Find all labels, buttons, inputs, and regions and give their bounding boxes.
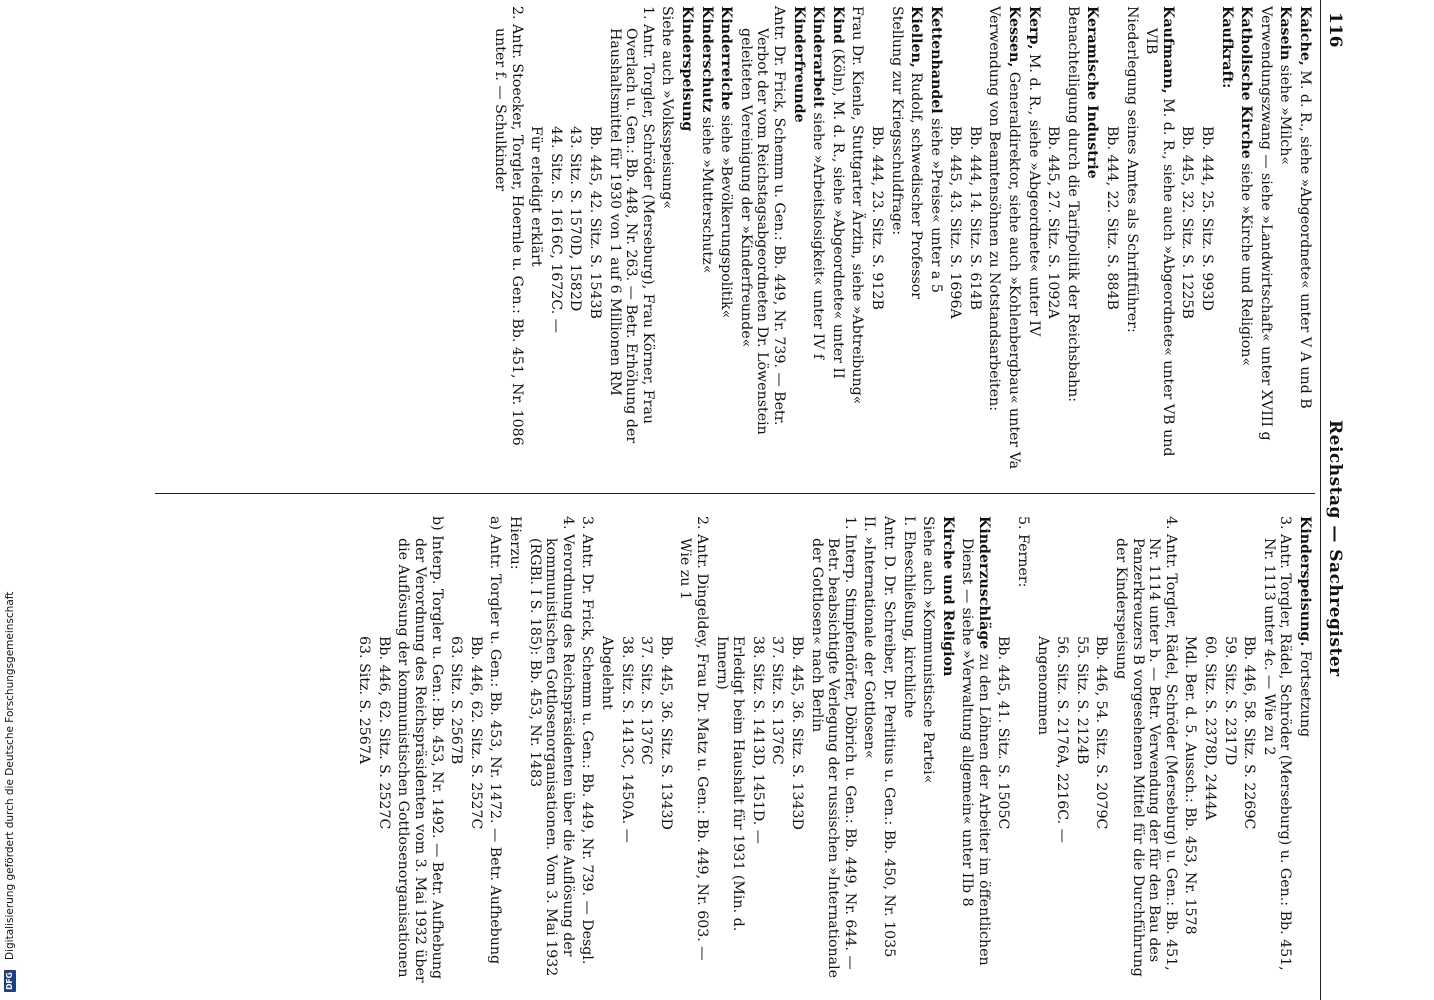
register-entry (939, 516, 956, 986)
entry-text: Verwendungszwang — siehe »Landwirtschaft« unter XVIII g (1257, 6, 1274, 441)
entry-reference: Bb. 445, 36. Sitz. S. 1343D (657, 636, 674, 830)
register-entry (659, 6, 676, 476)
entry-reference: Bb. 446, 58. Sitz. S. 2269C (1241, 636, 1258, 830)
entry-keyword: Kinderspeisung (679, 6, 695, 132)
register-entry (1296, 516, 1313, 986)
entry-text: II. »Internationale der Gottlosen« (861, 516, 878, 759)
entry-reference: 56. Sitz. S. 2176A, 2216C. — (1054, 636, 1071, 843)
entry-text: 1. Interp. Stimpfendörfer, Döbrich u. Gen.: Bb. 449, Nr. 644. — Betr. beabsichtigte Verlegung der russischen »Internationale der Gottlosen« nach Berlin (808, 516, 858, 979)
register-entry (1073, 516, 1090, 986)
entry-text: 3. Antr. Torgler, Rädel, Schröder (Merseburg) u. Gen.: Bb. 451, Nr. 1113 unter 4c. — Wie zu 2 (1260, 516, 1294, 971)
register-entry (606, 6, 656, 476)
entry-text: zu den Löhnen der Arbeiter im öffentlichen Dienst — siehe »Verwaltung allgemein« unter IIb 8 (959, 538, 992, 966)
entry-text: I. Eheschließung, kirchliche (900, 516, 917, 718)
register-entry (1218, 6, 1235, 476)
entry-keyword: Kerp, (1025, 6, 1042, 50)
entry-keyword: Kinderspeisung. (1297, 516, 1313, 647)
entry-reference: Erledigt beim Haushalt für 1931 (Min. d. Innern) (713, 636, 747, 932)
credit-text: Digitalisierung gefördert durch die Deutsche Forschungsgemeinschaft (4, 591, 16, 960)
register-entry (1179, 6, 1196, 476)
entry-text: Rudolf, schwedischer Professor (908, 72, 925, 300)
entry-text: 3. Antr. Dr. Frick, Schemm u. Gen.: Bb. 449, Nr. 739. — Desgl. (579, 516, 596, 965)
entry-reference: 59. Sitz. S. 2317D (1221, 636, 1238, 766)
register-entry (598, 516, 615, 986)
entry-text: Verwendung von Beamtensöhnen zu Notstandsarbeiten: (986, 6, 1003, 412)
register-entry (713, 516, 746, 986)
register-entry (567, 6, 584, 476)
register-entry (1296, 6, 1313, 476)
entry-text: a) Antr. Torgler u. Gen.: Bb. 453, Nr. 1472. — Betr. Aufhebung (487, 516, 504, 965)
register-entry (920, 516, 937, 986)
register-entry (375, 516, 392, 986)
entry-reference: Bb. 446, 62. Sitz. S. 2527C (467, 636, 484, 830)
register-entry (1260, 516, 1293, 986)
register-entry (1034, 516, 1051, 986)
register-entry (1257, 6, 1274, 476)
entry-text: siehe »Preise« unter a 5 (927, 118, 944, 293)
entry-keyword: Kinderarbeit (810, 6, 827, 109)
entry-keyword: Kasein (1277, 6, 1294, 61)
entry-reference: Bb. 444, 25. Sitz. S. 993D (1199, 126, 1216, 311)
page-header (1323, 0, 1345, 1000)
entry-reference: 63. Sitz. S. 2567B (448, 636, 465, 765)
entry-reference: Bb. 445, 27. Sitz. S. 1092A (1045, 126, 1062, 319)
register-entry (790, 6, 807, 476)
register-entry (900, 516, 917, 986)
entry-keyword: Kinderschutz (698, 6, 715, 113)
column-divider (155, 493, 1315, 494)
entry-text: Frau Dr. Kienle, Stuttgarter Ärztin, siehe »Abtreibung« (849, 6, 866, 405)
register-entry (718, 6, 735, 476)
register-entry (959, 516, 992, 986)
register-entry (395, 516, 445, 986)
entry-text: 2. Antr. Stoecker, Torgler, Hoernle u. Gen.: Bb. 451, Nr. 1086 unter f. — Schulkinder (492, 6, 525, 446)
entry-text: Niederlegung seines Amtes als Schriftführer: (1123, 6, 1140, 333)
entry-text: Benachteiligung durch die Tarifpolitik der Reichsbahn: (1064, 6, 1081, 403)
entry-keyword: Kinderreiche (718, 6, 735, 111)
register-entry (528, 6, 545, 476)
running-head: Reichstag — Sachregister (1325, 420, 1345, 677)
entry-reference: 38. Sitz. S. 1413D, 1451D. — (749, 636, 766, 844)
entry-text: Generaldirektor, siehe auch »Kohlenbergbau« unter Va (1006, 71, 1023, 470)
entry-text: siehe »Kirche und Religion« (1238, 163, 1255, 367)
left-column (488, 6, 1313, 476)
register-entry (861, 516, 878, 986)
register-entry (808, 516, 858, 986)
page-number: 116 (1325, 12, 1345, 48)
register-entry (986, 6, 1003, 476)
register-entry (1112, 516, 1178, 986)
register-entry (448, 516, 465, 986)
register-entry (487, 516, 504, 986)
entry-reference: Bb. 444, 14. Sitz. S. 614B (966, 126, 983, 310)
entry-reference: Mdl. Ber. d. 5. Aussch.: Bb. 453, Nr. 1578 (1182, 636, 1199, 935)
entry-reference: Bb. 445, 42. Sitz. S. 1543B (587, 126, 604, 319)
register-entry (769, 516, 786, 986)
dfg-logo: DFG (4, 970, 16, 992)
register-entry (810, 6, 827, 476)
entry-keyword: Kaufmann, (1159, 6, 1176, 94)
right-column (353, 516, 1313, 986)
entry-reference: Für erledigt erklärt (528, 126, 545, 267)
entry-text: 1. Antr. Torgler, Schröder (Merseburg), Frau Körner, Frau Overlach u. Gen.: Bb. 448, Nr. 263. — Betr. Erhöhung der Haushaltsmittel für 1930 von 1 auf 6 Millionen RM (606, 6, 656, 444)
register-entry (1015, 516, 1032, 986)
entry-text: b) Interp. Torgler u. Gen.: Bb. 453, Nr. 1492. — Betr. Aufhebung der Verordnung des Reichspräsidenten vom 3. Mai 1932 über die Auflösung der kommunistischen Gottlosenorganisationen (395, 516, 445, 983)
register-entry (547, 6, 564, 476)
register-entry (1084, 6, 1101, 476)
entry-reference: Bb. 445, 36. Sitz. S. 1343D (788, 636, 805, 830)
header-rule (1320, 0, 1321, 1000)
entry-keyword: Kessen, (1006, 6, 1023, 68)
register-entry (880, 516, 897, 986)
register-entry (849, 6, 866, 476)
entry-text: siehe »Bevölkerungspolitik« (718, 114, 735, 319)
entry-text: Antr. Dr. Frick, Schemm u. Gen.: Bb. 449, Nr. 739. — Betr. Verbot der vom Reichstagsabgeordneten Dr. Löwenstein geleiteten Vereinigung der »Kinderfreunde« (737, 6, 787, 435)
entry-reference: Angenommen (1034, 636, 1051, 735)
register-entry (698, 6, 715, 476)
register-entry (888, 6, 905, 476)
register-entry (908, 6, 925, 476)
entry-reference: Bb. 444, 22. Sitz. S. 884B (1104, 126, 1121, 310)
entry-text: Siehe auch »Volksspeisung« (659, 6, 676, 210)
entry-reference: Bb. 446, 54. Sitz. S. 2079C (1093, 636, 1110, 830)
register-entry (1064, 6, 1081, 476)
register-entry (618, 516, 635, 986)
register-entry (1201, 516, 1218, 986)
register-entry (356, 516, 373, 986)
entry-keyword: Katholische Kirche (1238, 6, 1255, 159)
register-entry (638, 516, 655, 986)
register-entry (657, 516, 674, 986)
entry-text: siehe »Mutterschutz« (698, 116, 715, 274)
register-entry (579, 516, 596, 986)
entry-reference: Bb. 446, 62. Sitz. S. 2527C (375, 636, 392, 830)
entry-keyword: Kaufkraft: (1218, 6, 1235, 89)
entry-reference: Bb. 444, 23. Sitz. S. 912B (868, 126, 885, 310)
entry-reference: 63. Sitz. S. 2567A (356, 636, 373, 765)
entry-text: (Köln), M. d. R., siehe »Abgeordnete« unter II (829, 48, 846, 379)
register-entry (966, 6, 983, 476)
entry-text: M. d. R., siehe »Abgeordnete« unter V A und B (1297, 70, 1313, 409)
register-entry (467, 516, 484, 986)
register-entry (1241, 516, 1258, 986)
rotated-page (145, 0, 1345, 1000)
register-entry (526, 516, 576, 986)
entry-keyword: Kaiche, (1297, 6, 1313, 66)
entry-text: 4. Antr. Torgler, Rädel, Schröder (Merseburg) u. Gen.: Bb. 451, Nr. 1114 unter b. — Betr. Verwendung der für den Bau des Panzerkreuzers B vorgesehenen Mittel für die Durchführung der Kinderspeisung (1113, 516, 1179, 977)
entry-keyword: Keramische Industrie (1084, 6, 1101, 179)
register-entry (1277, 6, 1294, 476)
register-entry (1123, 6, 1140, 476)
digitization-credit (0, 0, 20, 1000)
entry-keyword: Kiellen, (908, 6, 925, 68)
entry-keyword: Kinderfreunde (790, 6, 807, 123)
entry-text: Stellung zur Kriegsschuldfrage: (888, 6, 905, 236)
register-entry (1182, 516, 1199, 986)
entry-text: Siehe auch »Kommunistische Partei« (920, 516, 937, 784)
entry-reference: Abgelehnt (599, 636, 616, 710)
register-entry (1103, 6, 1120, 476)
register-entry (1093, 516, 1110, 986)
entry-keyword: Kettenhandel (927, 6, 944, 114)
register-entry (506, 516, 523, 986)
register-entry (947, 6, 964, 476)
register-entry (1221, 516, 1238, 986)
entry-text: 4. Verordnung des Reichspräsidenten über die Auflösung der kommunistischen Gottlosenorganisationen. Vom 3. Mai 1932 (RGBl. I S. 185): Bb. 453, Nr. 1483 (526, 516, 576, 977)
entry-text: Fortsetzung (1297, 650, 1313, 738)
register-entry (1143, 6, 1176, 476)
register-entry (868, 6, 885, 476)
register-entry (1025, 6, 1042, 476)
register-entry (491, 6, 524, 476)
register-entry (1054, 516, 1071, 986)
register-entry (677, 516, 710, 986)
entry-reference: 60. Sitz. S. 2378D, 2444A (1202, 636, 1219, 821)
register-entry (737, 6, 787, 476)
entry-keyword: Kirche und Religion (939, 516, 956, 677)
register-entry (927, 6, 944, 476)
entry-reference: 55. Sitz. S. 2124B (1073, 636, 1090, 765)
entry-reference: Bb. 445, 32. Sitz. S. 1225B (1179, 126, 1196, 319)
register-entry (749, 516, 766, 986)
entry-reference: 38. Sitz. S. 1413C, 1450A. — (618, 636, 635, 843)
register-entry (1238, 6, 1255, 476)
register-entry (788, 516, 805, 986)
register-entry (995, 516, 1012, 986)
entry-reference: Bb. 445, 41. Sitz. S. 1505C (995, 636, 1012, 830)
entry-text: siehe »Arbeitslosigkeit« unter IV f (810, 112, 827, 360)
entry-reference: 43. Sitz. S. 1570D, 1582D (567, 126, 584, 312)
entry-text: M. d. R., siehe »Abgeordnete« unter IV (1025, 53, 1042, 337)
entry-reference: 37. Sitz. S. 1376C (769, 636, 786, 765)
register-entry (829, 6, 846, 476)
entry-text: 5. Ferner: (1015, 516, 1032, 588)
entry-reference: 44. Sitz. S. 1616C, 1672C. — (547, 126, 564, 333)
register-entry (1006, 6, 1023, 476)
entry-text: M. d. R., siehe auch »Abgeordnete« unter VB und VIB (1143, 28, 1176, 457)
entry-text: Antr. D. Dr. Schreiber, Dr. Perlitius u. Gen.: Bb. 450, Nr. 1035 (880, 516, 897, 958)
entry-text: siehe »Milch« (1277, 64, 1294, 166)
register-entry (1198, 6, 1215, 476)
entry-reference: Bb. 445, 43. Sitz. S. 1696A (947, 126, 964, 319)
register-entry (1045, 6, 1062, 476)
entry-keyword: Kind (829, 6, 846, 44)
entry-keyword: Kinderzuschläge (975, 516, 992, 650)
register-entry (586, 6, 603, 476)
entry-text: 2. Antr. Dingeldey, Frau Dr. Matz u. Gen.: Bb. 449, Nr. 603. — Wie zu 1 (677, 516, 710, 961)
register-entry (678, 6, 695, 476)
entry-reference: 37. Sitz. S. 1376C (638, 636, 655, 765)
entry-text: Hierzu: (507, 516, 524, 570)
